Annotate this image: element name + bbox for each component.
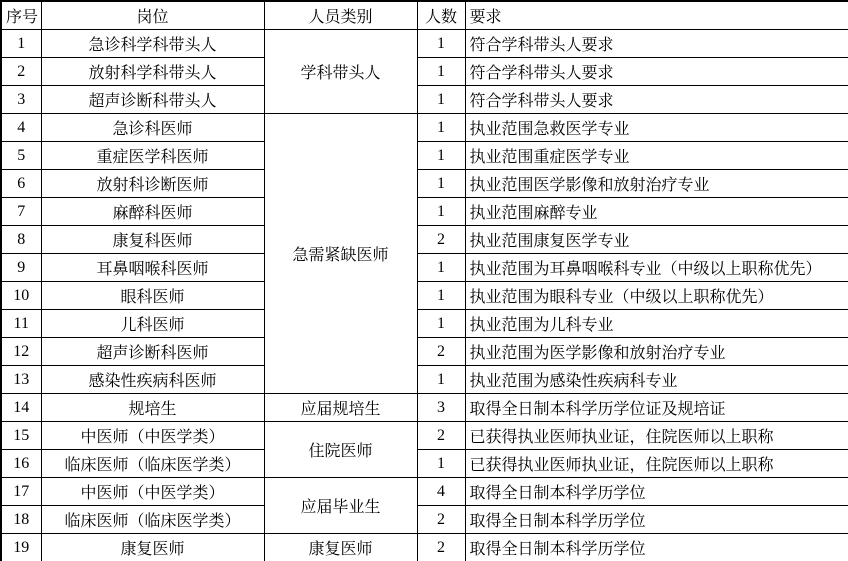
table-row (1, 142, 848, 170)
row-number-cell: 7 (1, 198, 41, 226)
table-row (1, 394, 848, 422)
position-cell: 急诊科医师 (41, 114, 264, 142)
count-cell: 1 (417, 170, 465, 198)
count-cell: 1 (417, 310, 465, 338)
requirement-cell: 取得全日制本科学历学位 (465, 534, 848, 561)
position-cell: 放射科学科带头人 (41, 58, 264, 86)
count-cell: 2 (417, 422, 465, 450)
row-number-cell: 3 (1, 86, 41, 114)
count-cell: 1 (417, 30, 465, 58)
requirement-cell: 执业范围麻醉专业 (465, 198, 848, 226)
row-number-cell: 18 (1, 506, 41, 534)
requirement-cell: 执业范围为眼科专业（中级以上职称优先） (465, 282, 848, 310)
table-row (1, 226, 848, 254)
position-cell: 急诊科学科带头人 (41, 30, 264, 58)
position-cell: 放射科诊断医师 (41, 170, 264, 198)
table-row (1, 30, 848, 58)
count-cell: 3 (417, 394, 465, 422)
requirement-cell: 执业范围医学影像和放射治疗专业 (465, 170, 848, 198)
requirement-cell: 已获得执业医师执业证，住院医师以上职称 (465, 422, 848, 450)
category-cell: 急需紧缺医师 (264, 114, 417, 394)
row-number-cell: 8 (1, 226, 41, 254)
category-cell: 应届规培生 (264, 394, 417, 422)
count-cell: 2 (417, 226, 465, 254)
position-cell: 康复科医师 (41, 226, 264, 254)
position-cell: 耳鼻咽喉科医师 (41, 254, 264, 282)
header-position: 岗位 (41, 1, 264, 30)
requirement-cell: 执业范围为耳鼻咽喉科专业（中级以上职称优先） (465, 254, 848, 282)
count-cell: 2 (417, 506, 465, 534)
header-category: 人员类别 (264, 1, 417, 30)
requirement-cell: 执业范围为儿科专业 (465, 310, 848, 338)
table-row (1, 114, 848, 142)
row-number-cell: 16 (1, 450, 41, 478)
requirement-cell: 执业范围为医学影像和放射治疗专业 (465, 338, 848, 366)
position-cell: 重症医学科医师 (41, 142, 264, 170)
count-cell: 1 (417, 114, 465, 142)
row-number-cell: 4 (1, 114, 41, 142)
position-cell: 儿科医师 (41, 310, 264, 338)
requirement-cell: 符合学科带头人要求 (465, 30, 848, 58)
row-number-cell: 14 (1, 394, 41, 422)
requirement-cell: 符合学科带头人要求 (465, 58, 848, 86)
category-cell: 康复医师 (264, 534, 417, 561)
count-cell: 1 (417, 86, 465, 114)
requirement-cell: 执业范围为感染性疾病科专业 (465, 366, 848, 394)
count-cell: 2 (417, 338, 465, 366)
count-cell: 1 (417, 142, 465, 170)
position-cell: 中医师（中医学类） (41, 478, 264, 506)
row-number-cell: 13 (1, 366, 41, 394)
category-cell: 学科带头人 (264, 30, 417, 114)
position-cell: 临床医师（临床医学类） (41, 450, 264, 478)
table-row (1, 506, 848, 534)
requirement-cell: 执业范围急救医学专业 (465, 114, 848, 142)
category-cell: 住院医师 (264, 422, 417, 478)
count-cell: 1 (417, 198, 465, 226)
row-number-cell: 17 (1, 478, 41, 506)
row-number-cell: 11 (1, 310, 41, 338)
table-body (1, 30, 848, 561)
requirement-cell: 已获得执业医师执业证，住院医师以上职称 (465, 450, 848, 478)
requirement-cell: 取得全日制本科学历学位 (465, 478, 848, 506)
requirement-cell: 取得全日制本科学历学位 (465, 506, 848, 534)
count-cell: 1 (417, 282, 465, 310)
table-row (1, 198, 848, 226)
header-row (1, 1, 848, 30)
requirement-cell: 执业范围康复医学专业 (465, 226, 848, 254)
table-row (1, 366, 848, 394)
row-number-cell: 12 (1, 338, 41, 366)
position-cell: 超声诊断科带头人 (41, 86, 264, 114)
row-number-cell: 10 (1, 282, 41, 310)
count-cell: 1 (417, 58, 465, 86)
table-row (1, 422, 848, 450)
table-row (1, 534, 848, 561)
table-row (1, 338, 848, 366)
table-row (1, 478, 848, 506)
table-row (1, 58, 848, 86)
count-cell: 2 (417, 534, 465, 561)
position-cell: 感染性疾病科医师 (41, 366, 264, 394)
position-cell: 麻醉科医师 (41, 198, 264, 226)
position-cell: 临床医师（临床医学类） (41, 506, 264, 534)
table-row (1, 86, 848, 114)
position-cell: 规培生 (41, 394, 264, 422)
position-cell: 眼科医师 (41, 282, 264, 310)
table-row (1, 282, 848, 310)
category-cell: 应届毕业生 (264, 478, 417, 534)
position-cell: 中医师（中医学类） (41, 422, 264, 450)
count-cell: 1 (417, 366, 465, 394)
header-requirement: 要求 (465, 1, 848, 30)
row-number-cell: 19 (1, 534, 41, 561)
header-serial: 序号 (1, 1, 41, 30)
requirement-cell: 取得全日制本科学历学位证及规培证 (465, 394, 848, 422)
count-cell: 4 (417, 478, 465, 506)
position-cell: 康复医师 (41, 534, 264, 561)
row-number-cell: 9 (1, 254, 41, 282)
table-row (1, 254, 848, 282)
row-number-cell: 6 (1, 170, 41, 198)
row-number-cell: 5 (1, 142, 41, 170)
position-cell: 超声诊断科医师 (41, 338, 264, 366)
table-row (1, 450, 848, 478)
row-number-cell: 15 (1, 422, 41, 450)
header-count: 人数 (417, 1, 465, 30)
requirement-cell: 符合学科带头人要求 (465, 86, 848, 114)
row-number-cell: 1 (1, 30, 41, 58)
row-number-cell: 2 (1, 58, 41, 86)
table-row (1, 310, 848, 338)
count-cell: 1 (417, 450, 465, 478)
requirement-cell: 执业范围重症医学专业 (465, 142, 848, 170)
table-row (1, 170, 848, 198)
count-cell: 1 (417, 254, 465, 282)
